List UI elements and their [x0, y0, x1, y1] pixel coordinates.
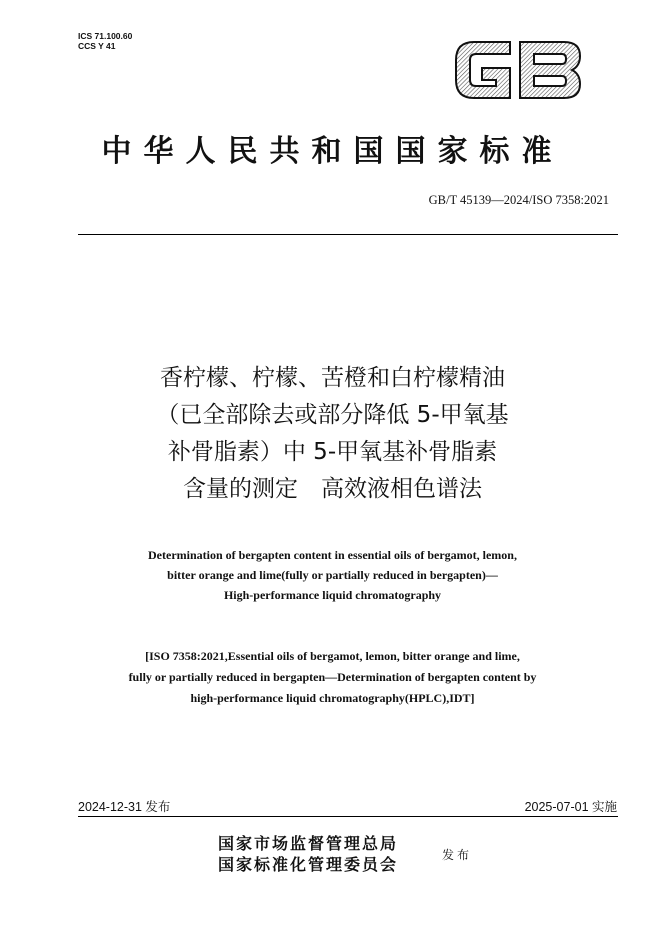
english-title-line: Determination of bergapten content in essential oils of bergamot, lemon, [148, 548, 517, 562]
chinese-title-line: 香柠檬、柠檬、苦橙和白柠檬精油 [160, 365, 505, 391]
header-divider [78, 234, 618, 235]
chinese-title-line: 含量的测定 高效液相色谱法 [183, 476, 482, 502]
chinese-title-line: （已全部除去或部分降低 5-甲氧基 [156, 402, 509, 428]
standard-organization: 中华人民共和国国家标准 [101, 134, 564, 169]
issue-date: 2024-12-31 发布 [78, 800, 171, 814]
publish-label: 发布 [442, 848, 473, 862]
iso-reference-line: fully or partially reduced in bergapten—Determination of bergapten content by [128, 670, 537, 684]
iso-reference-line: high-performance liquid chromatography(HPLC),IDT] [190, 691, 475, 705]
iso-reference [0, 646, 665, 709]
issuer-samr: 国家市场监督管理总局 [218, 834, 399, 853]
iso-reference-line: [ISO 7358:2021,Essential oils of bergamot, lemon, bitter orange and lime, [145, 649, 520, 663]
ccs-code: CCS Y 41 [78, 41, 116, 51]
chinese-title-line: 补骨脂素）中 5-甲氧基补骨脂素 [167, 439, 498, 465]
english-title-line: High-performance liquid chromatography [223, 588, 442, 602]
issuing-authorities [218, 833, 398, 875]
chinese-title [0, 360, 665, 508]
footer-divider [78, 816, 618, 817]
english-title-line: bitter orange and lime(fully or partially reduced in bergapten)— [167, 568, 498, 582]
ics-code: ICS 71.100.60 [78, 31, 133, 41]
implementation-date: 2025-07-01 实施 [524, 800, 617, 814]
standard-number: GB/T 45139—2024/ISO 7358:2021 [428, 193, 609, 207]
classification-codes [78, 31, 132, 51]
issuer-sac: 国家标准化管理委员会 [218, 855, 399, 874]
gb-logo [452, 38, 584, 102]
english-title [0, 545, 665, 605]
